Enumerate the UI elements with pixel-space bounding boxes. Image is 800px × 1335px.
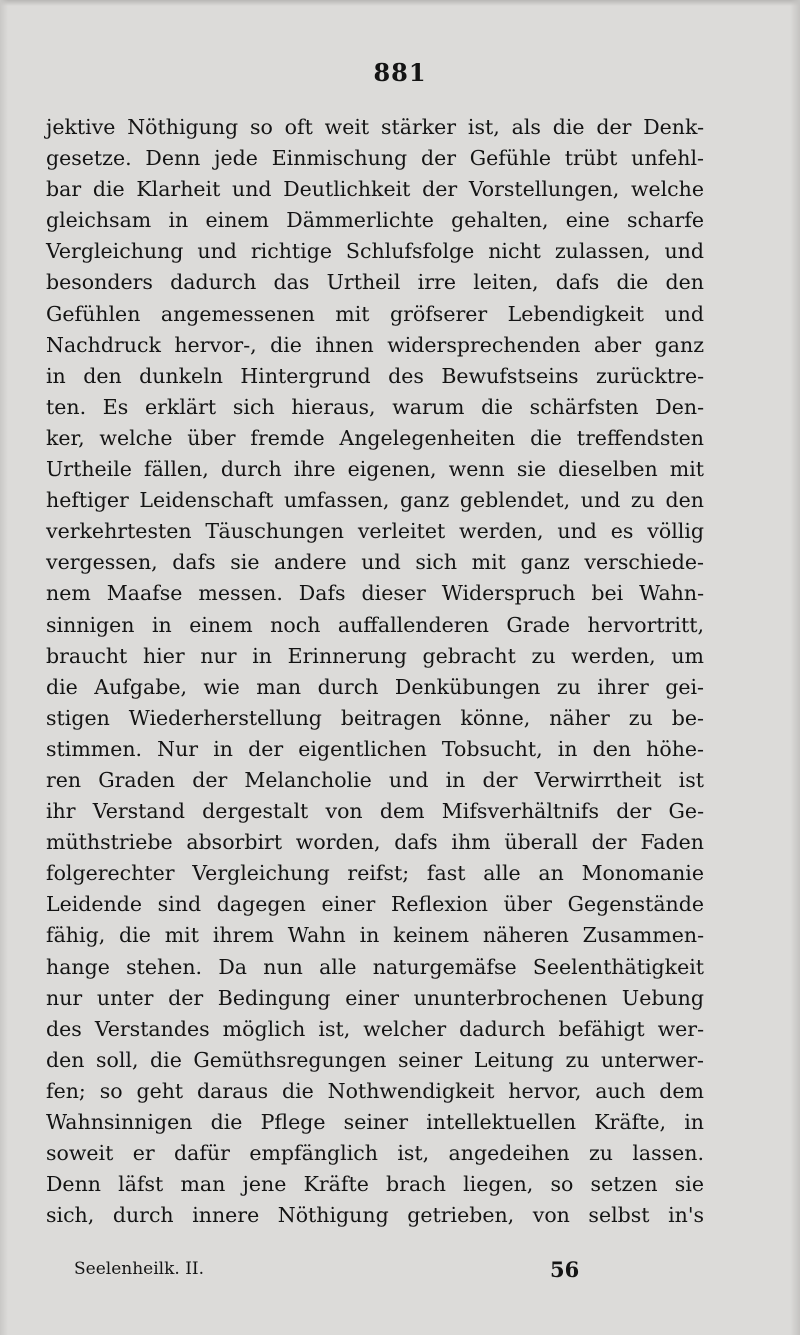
text-line: fähig, die mit ihrem Wahn in keinem näheren Zusammen- (46, 923, 704, 948)
text-line: ker, welche über fremde Angelegenheiten die treffendsten (46, 425, 704, 450)
text-line: sinnigen in einem noch auffallenderen Grade hervortritt, (46, 612, 704, 637)
text-line: Leidende sind dagegen einer Reflexion über Gegenstände (46, 892, 704, 917)
text-line: Denn läfst man jene Kräfte brach liegen, so setzen sie (46, 1172, 704, 1197)
text-line: müthstriebe absorbirt worden, dafs ihm überall der Faden (46, 830, 704, 855)
text-line: des Verstandes möglich ist, welcher dadurch befähigt wer- (46, 1016, 704, 1041)
text-line: besonders dadurch das Urtheil irre leiten, dafs die den (46, 270, 704, 295)
text-line: braucht hier nur in Erinnerung gebracht zu werden, um (46, 643, 704, 668)
page-edge-shadow (790, 0, 800, 1335)
text-line: stimmen. Nur in der eigentlichen Tobsucht, in den höhe- (46, 736, 704, 761)
text-line: Gefühlen angemessenen mit gröfserer Lebendigkeit und (46, 301, 704, 326)
text-line: gesetze. Denn jede Einmischung der Gefühle trübt unfehl- (46, 146, 704, 171)
text-line: nem Maafse messen. Dafs dieser Widerspruch bei Wahn- (46, 581, 704, 606)
text-line: stigen Wiederherstellung beitragen könne, näher zu be- (46, 705, 704, 730)
printer-signature: Seelenheilk. II. (74, 1259, 205, 1279)
page-footer (74, 1257, 594, 1287)
text-line: heftiger Leidenschaft umfassen, ganz geblendet, und zu den (46, 488, 704, 513)
text-line: jektive Nöthigung so oft weit stärker ist, als die der Denk- (46, 115, 704, 139)
text-line: ren Graden der Melancholie und in der Verwirrtheit ist (46, 767, 704, 792)
text-line: nur unter der Bedingung einer ununterbrochenen Uebung (46, 985, 704, 1010)
text-line: sich, durch innere Nöthigung getrieben, von selbst in's (46, 1203, 704, 1228)
text-line: den soll, die Gemüthsregungen seiner Leitung zu unterwer- (46, 1047, 704, 1072)
signature-mark: 56 (550, 1257, 580, 1282)
text-line: vergessen, dafs sie andere und sich mit ganz verschiede- (46, 550, 704, 575)
text-line: Vergleichung und richtige Schlufsfolge nicht zulassen, und (46, 239, 704, 264)
page-edge-shadow (0, 0, 800, 6)
text-line: bar die Klarheit und Deutlichkeit der Vorstellungen, welche (46, 177, 704, 202)
text-line: verkehrtesten Täuschungen verleitet werden, und es völlig (46, 519, 704, 544)
text-line: Wahnsinnigen die Pflege seiner intellektuellen Kräfte, in (46, 1110, 704, 1134)
text-line: fen; so geht daraus die Nothwendigkeit hervor, auch dem (46, 1078, 704, 1103)
text-line: folgerechter Vergleichung reifst; fast alle an Monomanie (46, 861, 704, 886)
text-line: soweit er dafür empfänglich ist, angedeihen zu lassen. (46, 1141, 704, 1166)
text-line: Urtheile fällen, durch ihre eigenen, wenn sie dieselben mit (46, 457, 704, 482)
body-text (46, 112, 704, 1231)
text-line: ihr Verstand dergestalt von dem Mifsverhältnifs der Ge- (46, 799, 704, 824)
text-line: die Aufgabe, wie man durch Denkübungen zu ihrer gei- (46, 674, 704, 699)
text-line: hange stehen. Da nun alle naturgemäfse Seelenthätigkeit (46, 954, 704, 979)
page-edge-shadow (0, 0, 8, 1335)
text-line: gleichsam in einem Dämmerlichte gehalten, eine scharfe (46, 208, 704, 233)
text-line: ten. Es erklärt sich hieraus, warum die schärfsten Den- (46, 394, 704, 419)
page-number: 881 (373, 58, 427, 87)
text-line: Nachdruck hervor-, die ihnen widersprechenden aber ganz (46, 332, 704, 357)
text-line: in den dunkeln Hintergrund des Bewufstseins zurücktre- (46, 363, 704, 388)
